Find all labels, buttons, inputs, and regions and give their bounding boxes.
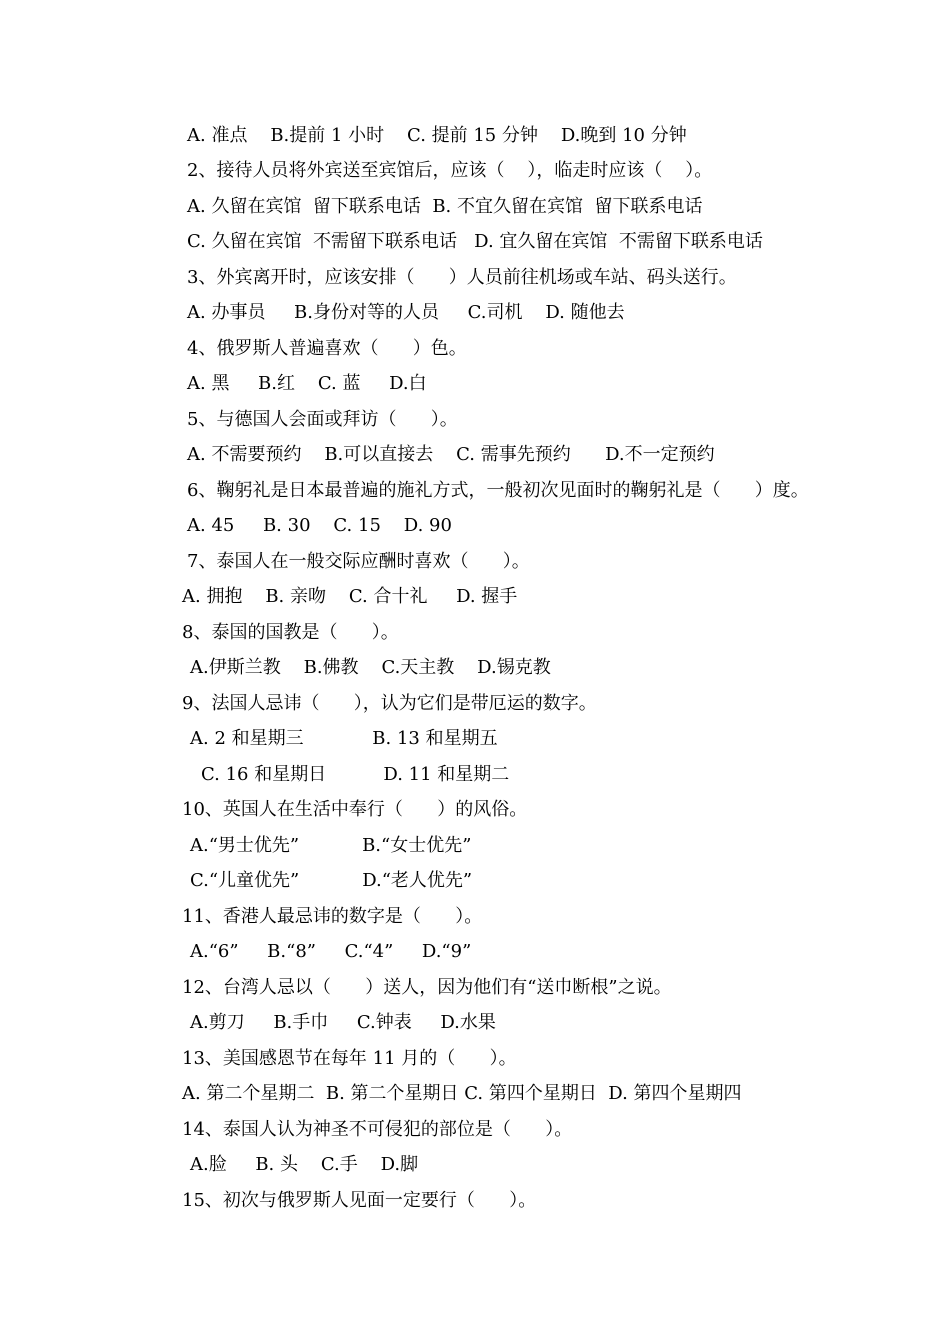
q11-question: 11、香港人最忌讳的数字是（ ）。	[182, 906, 483, 927]
q8-options: A.伊斯兰教 B.佛教 C.天主教 D.锡克教	[190, 657, 551, 678]
q9-options-cd: C. 16 和星期日 D. 11 和星期二	[201, 764, 510, 785]
q13-question: 13、美国感恩节在每年 11 月的（ ）。	[182, 1048, 517, 1069]
q7-question: 7、泰国人在一般交际应酬时喜欢（ ）。	[187, 551, 530, 572]
q5-options: A. 不需要预约 B.可以直接去 C. 需事先预约 D.不一定预约	[187, 444, 715, 465]
q15-question: 15、初次与俄罗斯人见面一定要行（ ）。	[182, 1190, 537, 1211]
q5-question: 5、与德国人会面或拜访（ ）。	[187, 409, 458, 430]
q13-options: A. 第二个星期二 B. 第二个星期日 C. 第四个星期日 D. 第四个星期四	[182, 1083, 742, 1104]
q2-options-cd: C. 久留在宾馆 不需留下联系电话 D. 宜久留在宾馆 不需留下联系电话	[187, 231, 763, 252]
q9-options-ab: A. 2 和星期三 B. 13 和星期五	[190, 728, 498, 749]
q10-question: 10、英国人在生活中奉行（ ）的风俗。	[182, 799, 528, 820]
q9-question: 9、法国人忌讳（ ），认为它们是带厄运的数字。	[182, 693, 597, 714]
q11-options: A.“6” B.“8” C.“4” D.“9”	[190, 941, 472, 962]
q1-options: A. 准点 B.提前 1 小时 C. 提前 15 分钟 D.晚到 10 分钟	[187, 125, 687, 146]
q12-options: A.剪刀 B.手巾 C.钟表 D.水果	[190, 1012, 496, 1033]
q4-question: 4、俄罗斯人普遍喜欢（ ）色。	[187, 338, 467, 359]
q14-question: 14、泰国人认为神圣不可侵犯的部位是（ ）。	[182, 1119, 573, 1140]
q14-options: A.脸 B. 头 C.手 D.脚	[190, 1154, 419, 1175]
q12-question: 12、台湾人忌以（ ）送人，因为他们有“送巾断根”之说。	[182, 977, 672, 998]
q4-options: A. 黑 B.红 C. 蓝 D.白	[187, 373, 427, 394]
q6-question: 6、鞠躬礼是日本最普遍的施礼方式，一般初次见面时的鞠躬礼是（ ）度。	[187, 480, 809, 501]
q8-question: 8、泰国的国教是（ ）。	[182, 622, 399, 643]
q6-options: A. 45 B. 30 C. 15 D. 90	[187, 515, 452, 536]
q10-options-ab: A.“男士优先” B.“女士优先”	[190, 835, 472, 856]
q2-options-ab: A. 久留在宾馆 留下联系电话 B. 不宜久留在宾馆 留下联系电话	[187, 196, 703, 217]
q3-options: A. 办事员 B.身份对等的人员 C.司机 D. 随他去	[187, 302, 625, 323]
q10-options-cd: C.“儿童优先” D.“老人优先”	[190, 870, 473, 891]
q3-question: 3、外宾离开时，应该安排（ ）人员前往机场或车站、码头送行。	[187, 267, 737, 288]
q7-options: A. 拥抱 B. 亲吻 C. 合十礼 D. 握手	[182, 586, 518, 607]
q2-question: 2、接待人员将外宾送至宾馆后，应该（ ），临走时应该（ ）。	[187, 160, 713, 181]
